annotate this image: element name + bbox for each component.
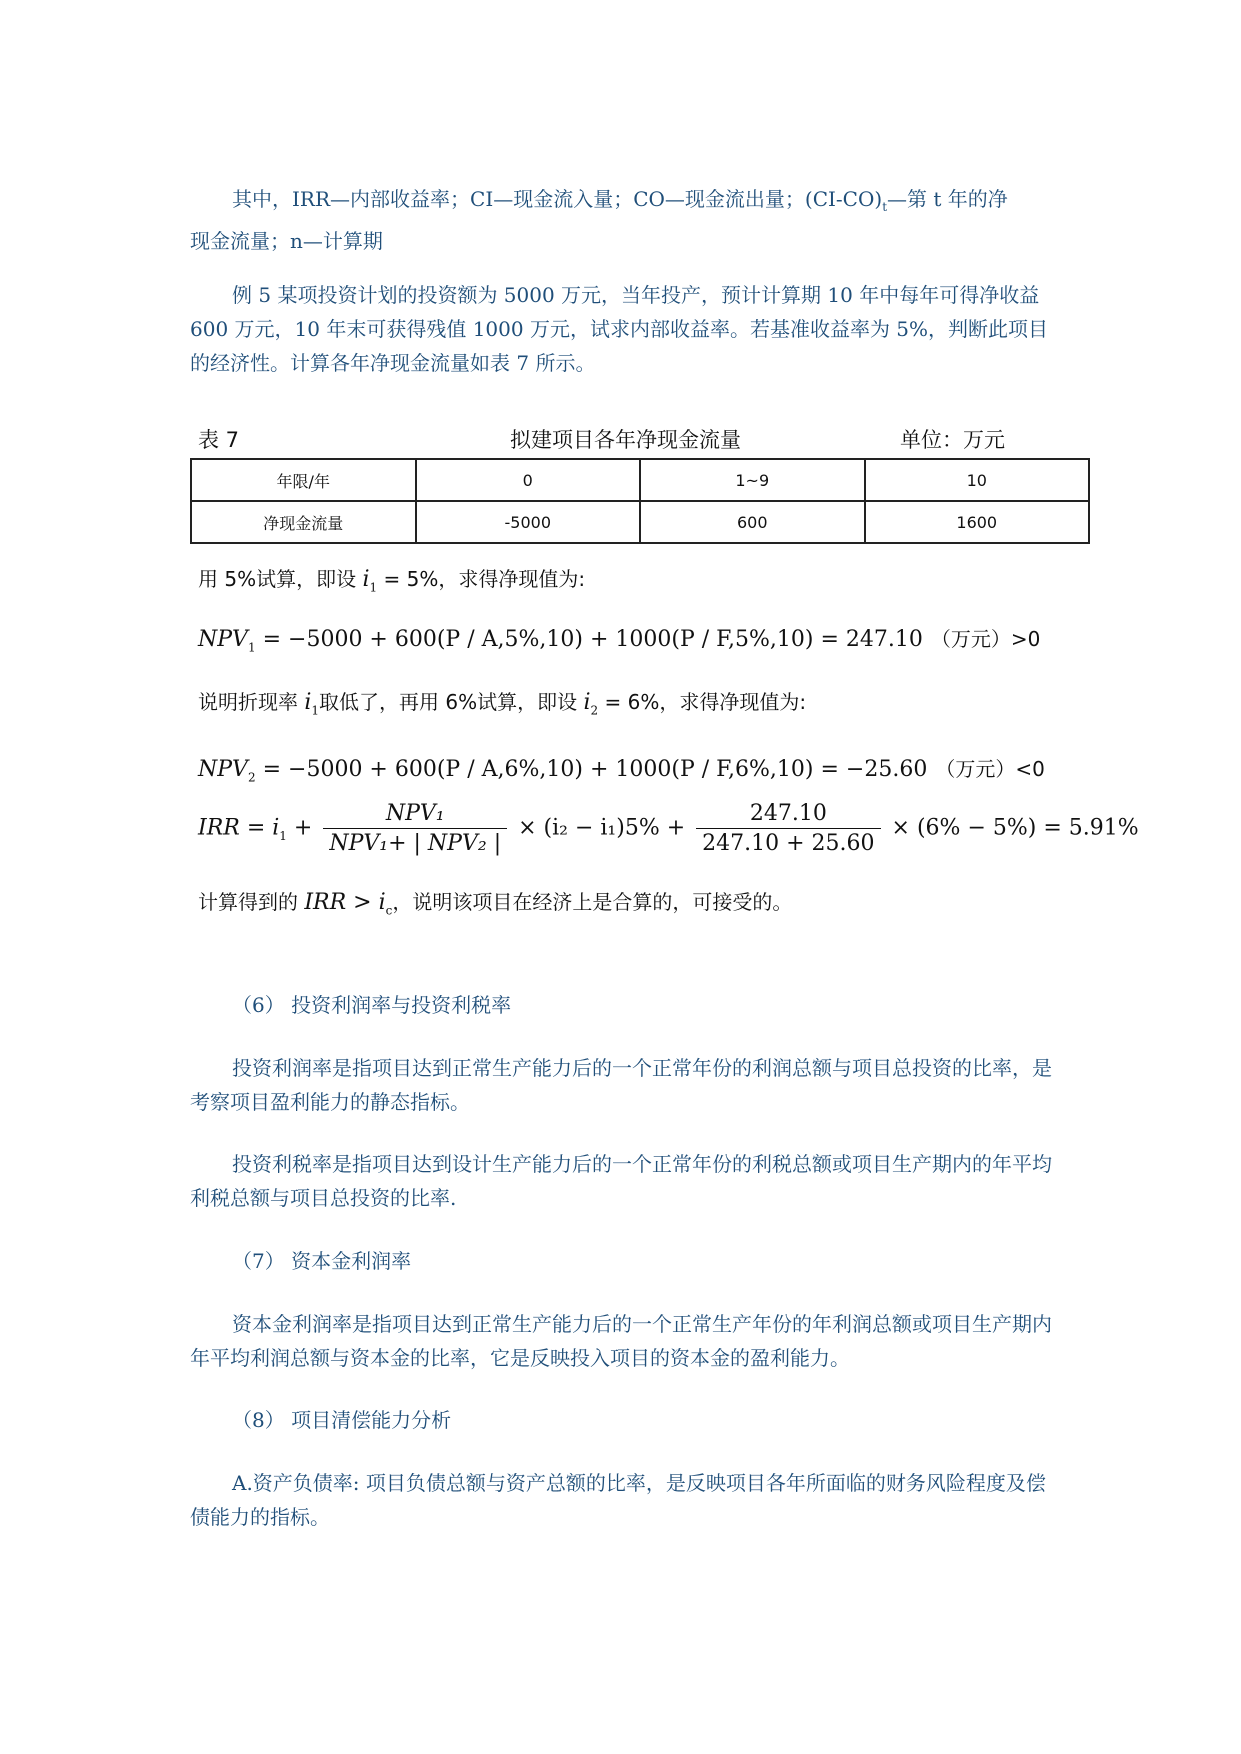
heading-6: （6） 投资利润率与投资利税率 [232, 993, 512, 1017]
para-investment-profit-rate: 投资利润率是指项目达到正常生产能力后的一个正常年份的利润总额与项目总投资的比率，是考察项目盈利能力的静态指标。 [190, 1056, 1052, 1114]
table-cell: 10 [865, 459, 1090, 501]
para-asset-liability-ratio: A.资产负债率: 项目负债总额与资产总额的比率，是反映项目各年所面临的财务风险程度及偿债能力的指标。 [190, 1471, 1046, 1529]
cash-flow-table [190, 458, 1090, 544]
npv2-equation [198, 753, 1045, 784]
math-var: IRR = i [198, 815, 280, 841]
table-cell: 净现金流量 [191, 501, 416, 543]
math-var: i [362, 567, 370, 592]
math-expr: × (6% − 5%) = 5.91% [884, 815, 1139, 841]
math-var: IRR > i [304, 890, 386, 915]
math-var: i [304, 690, 312, 715]
table-cell: 年限/年 [191, 459, 416, 501]
table-7-caption [190, 418, 1090, 454]
table-cell: -5000 [416, 501, 641, 543]
irr-equation [198, 801, 1139, 856]
table-row [191, 501, 1089, 543]
calc-text: = 6%，求得净现值为: [598, 690, 807, 714]
table-cell: 600 [640, 501, 865, 543]
heading-7: （7） 资本金利润率 [232, 1249, 412, 1273]
trial-5-line [198, 563, 585, 594]
math-var: NPV [198, 757, 248, 782]
calc-text: = 5%，求得净现值为: [377, 567, 586, 591]
calc-text: 用 5%试算，即设 [198, 567, 363, 591]
math-expr: = −5000 + 600(P / A,6%,10) + 1000(P / F,6%,10) = −25.60 [255, 757, 928, 782]
math-sub: 1 [247, 640, 256, 655]
math-var: i [583, 690, 591, 715]
math-expr: = −5000 + 600(P / A,5%,10) + 1000(P / F,5%,10) = 247.10 [255, 627, 923, 652]
para-irr-definitions [190, 182, 1058, 258]
para-investment-tax-rate: 投资利税率是指项目达到设计生产能力后的一个正常年份的利税总额或项目生产期内的年平均利税总额与项目总投资的比率. [190, 1152, 1052, 1210]
math-sub: 1 [369, 580, 378, 595]
conclusion-line [198, 886, 792, 917]
irr-fraction-2 [696, 801, 880, 856]
calc-text: 说明折现率 [198, 690, 305, 714]
math-sub: 2 [590, 703, 599, 718]
scanned-calculation-figure [190, 418, 1139, 938]
subscript-t: t [882, 200, 888, 214]
math-op: + [286, 815, 320, 841]
table-cell: 0 [416, 459, 641, 501]
calc-text: 取低了，再用 6%试算，即设 [319, 690, 584, 714]
frac-numerator: 247.10 [696, 801, 880, 829]
para-irr-text-end: —第 t 年的净 [887, 187, 1008, 211]
example-5-paragraph: 例 5 某项投资计划的投资额为 5000 万元，当年投产，预计计算期 10 年中每年可得净收益 600 万元，10 年末可获得残值 1000 万元，试求内部收益率。若基准收益率为 5%，判断此项目的经济性。计算各年净现金流量如表 7 所示。 [190, 283, 1049, 375]
math-sub: 2 [247, 770, 256, 785]
table-label: 表 7 [198, 428, 240, 452]
heading-8: （8） 项目清偿能力分析 [232, 1408, 452, 1432]
calc-text: 计算得到的 [198, 890, 305, 914]
trial-6-line [198, 686, 806, 717]
para-irr-text: 其中，IRR—内部收益率；CI—现金流入量；CO—现金流出量；(CI-CO) [232, 187, 883, 211]
table-cell: 1600 [865, 501, 1090, 543]
table-unit: 单位：万元 [900, 428, 1005, 452]
para-capital-profit-rate: 资本金利润率是指项目达到正常生产能力后的一个正常生产年份的年利润总额或项目生产期内年平均利润总额与资本金的比率，它是反映投入项目的资本金的盈利能力。 [190, 1312, 1052, 1370]
math-var: NPV [198, 627, 248, 652]
frac-denominator: 247.10 + 25.60 [702, 831, 875, 856]
calc-unit: （万元）>0 [930, 627, 1041, 651]
para-irr-text-line2: 现金流量；n—计算期 [190, 229, 383, 253]
math-sub: 1 [311, 703, 320, 718]
math-sub: 1 [279, 828, 287, 843]
table-row [191, 459, 1089, 501]
frac-numerator: NPV₁ [323, 801, 507, 829]
math-sub: c [385, 903, 393, 918]
calc-unit: （万元）<0 [935, 757, 1045, 781]
irr-fraction-1 [323, 801, 507, 856]
table-title: 拟建项目各年净现金流量 [510, 428, 741, 452]
frac-denominator: NPV₁+ | NPV₂ | [329, 831, 502, 856]
math-expr: × (i₂ − i₁)5% + [511, 815, 693, 841]
calc-text: ，说明该项目在经济上是合算的，可接受的。 [392, 890, 793, 914]
npv1-equation [198, 623, 1040, 654]
table-cell: 1~9 [640, 459, 865, 501]
